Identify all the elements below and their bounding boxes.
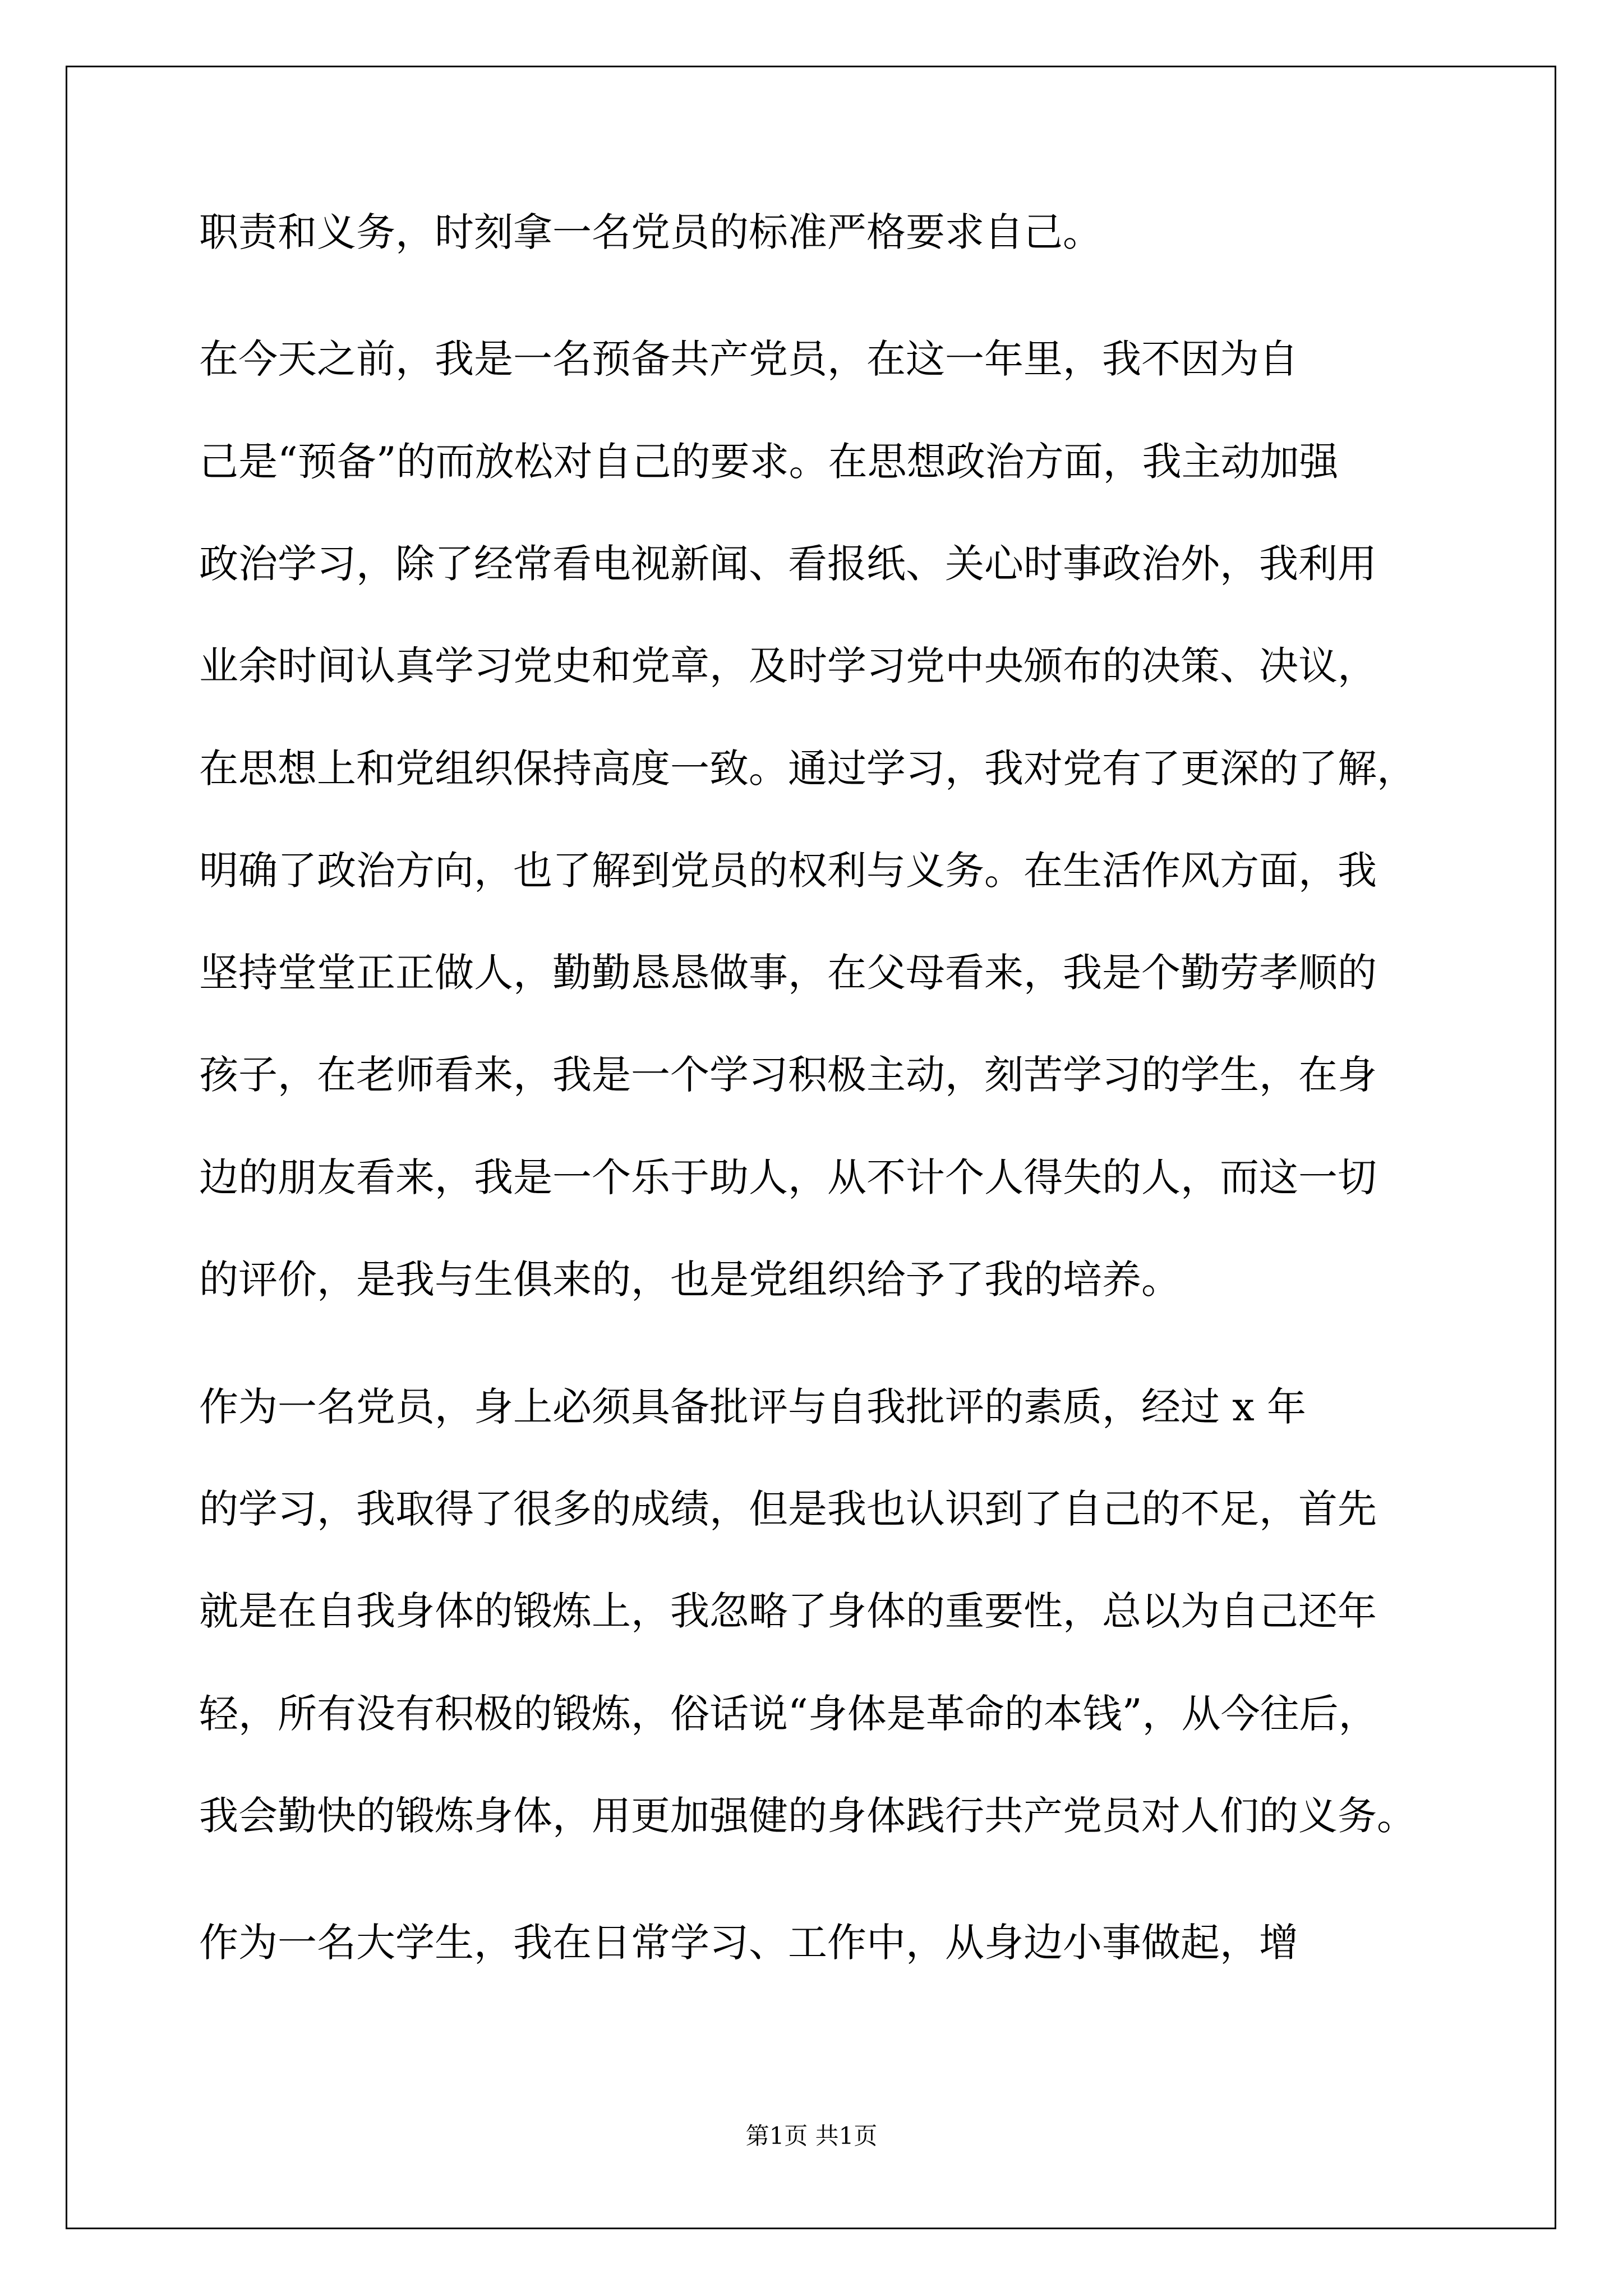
page-footer: 第1页 共1页	[745, 2122, 878, 2150]
text-line: 的学习，我取得了很多的成绩，但是我也认识到了自己的不足，首先	[199, 1486, 1377, 1532]
text-line: 在今天之前，我是一名预备共产党员，在这一年里，我不因为自	[199, 336, 1298, 382]
text-line: 坚持堂堂正正做人，勤勤恳恳做事，在父母看来，我是个勤劳孝顺的	[199, 950, 1377, 996]
text-line: 业余时间认真学习党史和党章，及时学习党中央颁布的决策、决议，	[199, 643, 1377, 689]
text-line: 孩子，在老师看来，我是一个学习积极主动，刻苦学习的学生，在身	[199, 1052, 1377, 1098]
text-line: 轻，所有没有积极的锻炼，俗话说“身体是革命的本钱”，从今往后，	[199, 1691, 1378, 1737]
text-line: 作为一名大学生，我在日常学习、工作中，从身边小事做起，增	[199, 1920, 1298, 1966]
text-line: 边的朋友看来，我是一个乐于助人，从不计个人得失的人，而这一切	[199, 1154, 1377, 1200]
text-line: 政治学习，除了经常看电视新闻、看报纸、关心时事政治外，我利用	[199, 541, 1377, 587]
text-line: 己是“预备”的而放松对自己的要求。在思想政治方面，我主动加强	[199, 439, 1339, 485]
text-line: 作为一名党员，身上必须具备批评与自我批评的素质，经过 x 年	[199, 1384, 1306, 1430]
text-line: 职责和义务，时刻拿一名党员的标准严格要求自己。	[199, 209, 1102, 255]
text-line: 就是在自我身体的锻炼上，我忽略了身体的重要性，总以为自己还年	[199, 1588, 1377, 1634]
text-line: 我会勤快的锻炼身体，用更加强健的身体践行共产党员对人们的义务。	[199, 1793, 1416, 1839]
text-line: 在思想上和党组织保持高度一致。通过学习，我对党有了更深的了解，	[199, 746, 1416, 792]
text-line: 明确了政治方向，也了解到党员的权利与义务。在生活作风方面，我	[199, 848, 1377, 894]
text-line: 的评价，是我与生俱来的，也是党组织给予了我的培养。	[199, 1257, 1181, 1303]
